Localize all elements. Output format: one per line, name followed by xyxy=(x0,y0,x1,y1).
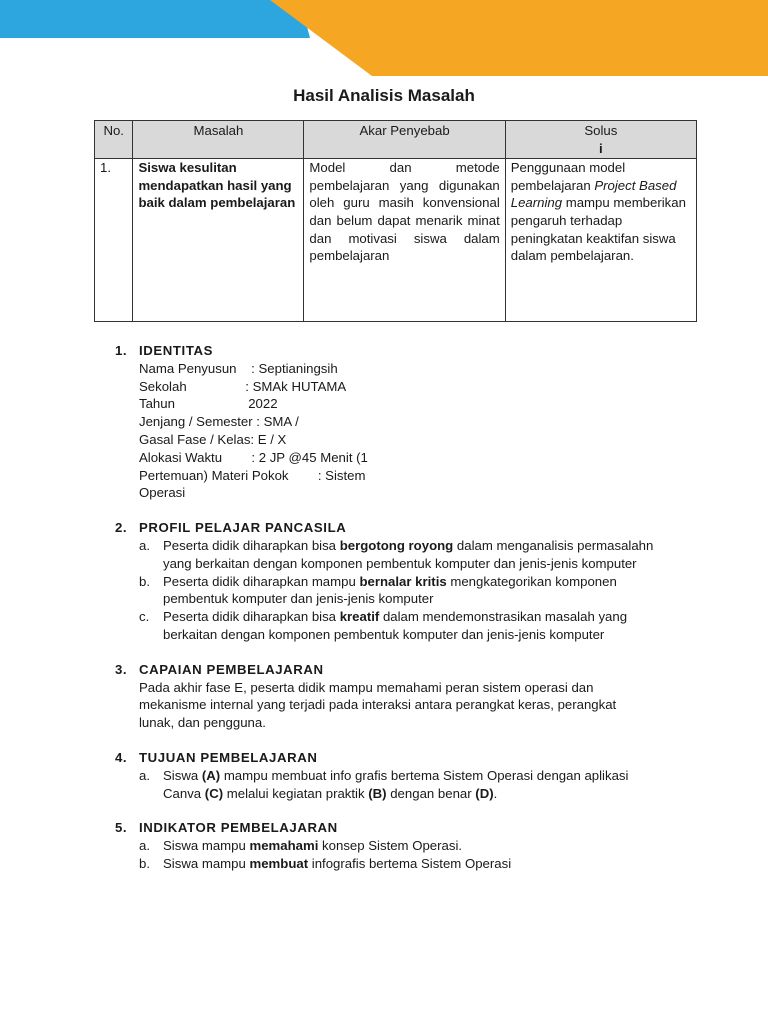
header-solusi-line2: i xyxy=(599,140,603,156)
solusi-text-post: mampu memberikan pengaruh terhadap peningkatan keaktifan siswa dalam pembelajaran. xyxy=(510,195,686,264)
text-run: Siswa xyxy=(163,767,202,783)
list-marker: c. xyxy=(139,609,150,625)
list-item xyxy=(139,855,655,873)
list-marker: b. xyxy=(139,855,150,871)
document-sections xyxy=(115,342,655,890)
section-heading xyxy=(115,819,655,837)
identitas-line: Nama Penyusun : Septianingsih xyxy=(139,360,338,376)
section-number: 5. xyxy=(115,820,128,836)
section-number: 4. xyxy=(115,749,128,765)
section-number: 1. xyxy=(115,343,128,358)
bold-text: membuat xyxy=(249,855,309,871)
list-item-text xyxy=(163,537,655,573)
cell-masalah: Siswa kesulitan mendapatkan hasil yang baik dalam pembelajaran xyxy=(133,159,304,322)
section-capaian xyxy=(115,661,655,732)
bold-text: (B) xyxy=(368,785,387,801)
section-number: 2. xyxy=(115,520,128,536)
text-run: mampu membuat info grafis bertema Sistem Operasi dengan aplikasi Canva xyxy=(163,767,629,801)
capaian-text: Pada akhir fase E, peserta didik mampu memahami peran sistem operasi dan mekanisme internal yang terjadi pada interaksi antara perangkat keras, perangkat lunak, dan pengguna. xyxy=(139,679,617,731)
section-title: TUJUAN PEMBELAJARAN xyxy=(139,749,318,765)
header-solusi-line1: Solus xyxy=(584,123,618,138)
indikator-list xyxy=(115,837,655,873)
text-run: Siswa mampu xyxy=(163,838,250,854)
section-indikator xyxy=(115,819,655,872)
section-identitas xyxy=(115,342,655,502)
list-item-text xyxy=(163,608,655,644)
list-item xyxy=(139,608,655,644)
bold-text: bernalar kritis xyxy=(359,573,447,589)
solusi-text-pre: Penggunaan model pembelajaran xyxy=(510,160,626,193)
identitas-line: Pertemuan) Materi Pokok : Sistem xyxy=(139,467,366,483)
section-title: CAPAIAN PEMBELAJARAN xyxy=(139,661,324,677)
table-header-row xyxy=(95,121,697,159)
bold-text: (A) xyxy=(201,767,221,783)
bold-text: kreatif xyxy=(339,609,380,625)
text-run: Peserta didik diharapkan bisa xyxy=(163,537,340,553)
identitas-line: Operasi xyxy=(139,485,186,501)
section-heading xyxy=(115,749,655,767)
cell-solusi xyxy=(505,159,696,322)
identitas-line: Gasal Fase / Kelas: E / X xyxy=(139,431,287,447)
list-item-text xyxy=(163,573,655,609)
text-run: dalam mendemonstrasikan masalah yang berkaitan dengan komponen pembentuk komputer dan jenis-jenis komputer xyxy=(163,609,628,642)
list-item xyxy=(139,573,655,609)
text-run: konsep Sistem Operasi. xyxy=(318,838,463,854)
header-akar-penyebab: Akar Penyebab xyxy=(304,121,505,159)
header-solusi xyxy=(505,121,696,159)
identitas-line: Alokasi Waktu : 2 JP @45 Menit (1 xyxy=(139,449,368,465)
bold-text: bergotong royong xyxy=(339,537,454,553)
list-marker: b. xyxy=(139,573,150,589)
section-heading xyxy=(115,519,655,537)
bold-text: memahami xyxy=(249,838,319,854)
text-run: infografis bertema Sistem Operasi xyxy=(308,855,512,871)
analysis-table xyxy=(94,120,697,322)
list-item xyxy=(139,837,655,855)
text-run: dengan benar xyxy=(386,785,476,801)
list-marker: a. xyxy=(139,537,150,553)
header-no: No. xyxy=(95,121,133,159)
section-profil-pelajar xyxy=(115,519,655,644)
list-item xyxy=(139,767,655,803)
cell-no: 1. xyxy=(95,159,133,322)
text-run: Peserta didik diharapkan bisa xyxy=(163,609,340,625)
profil-list xyxy=(115,537,655,644)
banner-blue-shape xyxy=(0,0,310,38)
cell-akar-penyebab: Model dan metode pembelajaran yang digunakan oleh guru masih konvensional dan belum dapat menarik minat dan motivasi siswa dalam pembelajaran xyxy=(304,159,505,322)
table-row xyxy=(95,159,697,322)
list-item-text xyxy=(163,767,655,803)
text-run: . xyxy=(493,785,498,801)
section-number: 3. xyxy=(115,661,128,677)
section-heading xyxy=(115,661,655,679)
text-run: dalam menganalisis permasalahn yang berkaitan dengan komponen pembentuk komputer dan jenis-jenis komputer xyxy=(163,537,654,571)
section-heading xyxy=(115,342,655,360)
section-tujuan xyxy=(115,749,655,802)
identitas-line: Tahun 2022 xyxy=(139,396,278,412)
text-run: mengkategorikan komponen pembentuk komputer dan jenis-jenis komputer xyxy=(163,573,617,607)
identitas-lines xyxy=(115,360,655,502)
identitas-line: Jenjang / Semester : SMA / xyxy=(139,414,299,430)
page-title: Hasil Analisis Masalah xyxy=(293,86,475,105)
list-marker: a. xyxy=(139,838,150,854)
tujuan-list xyxy=(115,767,655,803)
header-masalah: Masalah xyxy=(133,121,304,159)
banner-orange-shape xyxy=(270,0,768,76)
solusi-text-italic: Project Based Learning xyxy=(510,177,677,211)
list-marker: a. xyxy=(139,767,150,783)
section-title: PROFIL PELAJAR PANCASILA xyxy=(139,520,347,536)
text-run: Siswa mampu xyxy=(163,855,250,871)
list-item-text xyxy=(163,855,655,873)
bold-text: (C) xyxy=(204,785,224,801)
bold-text: (D) xyxy=(475,785,494,801)
text-run: melalui kegiatan praktik xyxy=(223,785,369,801)
text-run: Peserta didik diharapkan mampu xyxy=(163,573,360,589)
section-title: IDENTITAS xyxy=(139,343,214,358)
identitas-line: Sekolah : SMAk HUTAMA xyxy=(139,378,347,394)
list-item-text xyxy=(163,837,655,855)
section-title: INDIKATOR PEMBELAJARAN xyxy=(139,820,338,836)
header-banner xyxy=(0,0,768,80)
list-item xyxy=(139,537,655,573)
